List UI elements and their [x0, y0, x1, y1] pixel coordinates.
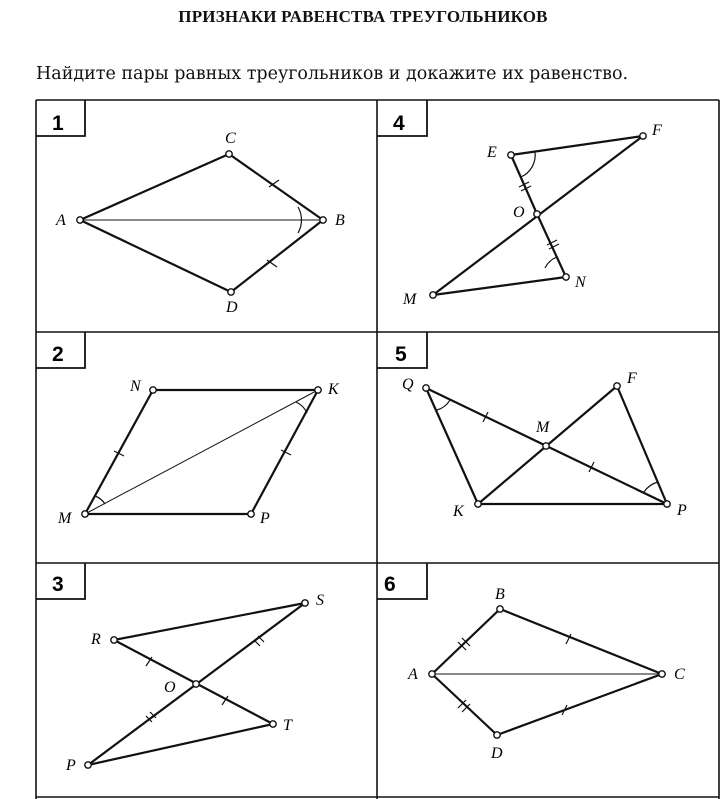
- point-label: O: [164, 679, 176, 696]
- page-title: ПРИЗНАКИ РАВЕНСТВА ТРЕУГОЛЬНИКОВ: [178, 7, 548, 26]
- figure-4: [393, 112, 662, 308]
- point-label: A: [408, 666, 418, 683]
- figure-number: 1: [52, 112, 64, 135]
- figure-number: 3: [52, 573, 64, 596]
- point-label: P: [677, 502, 687, 519]
- point-label: F: [627, 370, 637, 387]
- figure-2: [52, 343, 340, 527]
- figure-number: 6: [384, 573, 396, 596]
- point-label: C: [225, 130, 236, 147]
- figure-number: 4: [393, 112, 405, 135]
- point-label: P: [66, 757, 76, 774]
- point-label: S: [316, 592, 324, 609]
- point-label: R: [91, 631, 101, 648]
- point-label: B: [335, 212, 345, 229]
- point-label: C: [674, 666, 685, 683]
- point-label: P: [260, 510, 270, 527]
- point-label: D: [491, 745, 503, 762]
- point-label: N: [130, 378, 141, 395]
- point-label: K: [328, 381, 339, 398]
- point-label: N: [575, 274, 586, 291]
- point-label: D: [226, 299, 238, 316]
- point-label: O: [513, 204, 525, 221]
- point-label: M: [536, 419, 550, 436]
- point-label: B: [495, 586, 505, 603]
- grid-frame: [36, 100, 719, 799]
- point-label: K: [453, 503, 464, 520]
- point-label: E: [487, 144, 497, 161]
- figure-1: [52, 112, 345, 316]
- figure-number: 5: [395, 343, 407, 366]
- point-label: F: [652, 122, 662, 139]
- point-label: Q: [402, 376, 414, 393]
- figure-3: [52, 573, 324, 774]
- figure-number: 2: [52, 343, 64, 366]
- task-text: Найдите пары равных треугольников и докажите их равенство.: [36, 64, 629, 84]
- figure-5: [395, 343, 687, 520]
- point-label: A: [56, 212, 66, 229]
- point-label: M: [58, 510, 72, 527]
- figure-6: [384, 573, 685, 762]
- point-label: M: [403, 291, 417, 308]
- point-label: T: [283, 717, 292, 734]
